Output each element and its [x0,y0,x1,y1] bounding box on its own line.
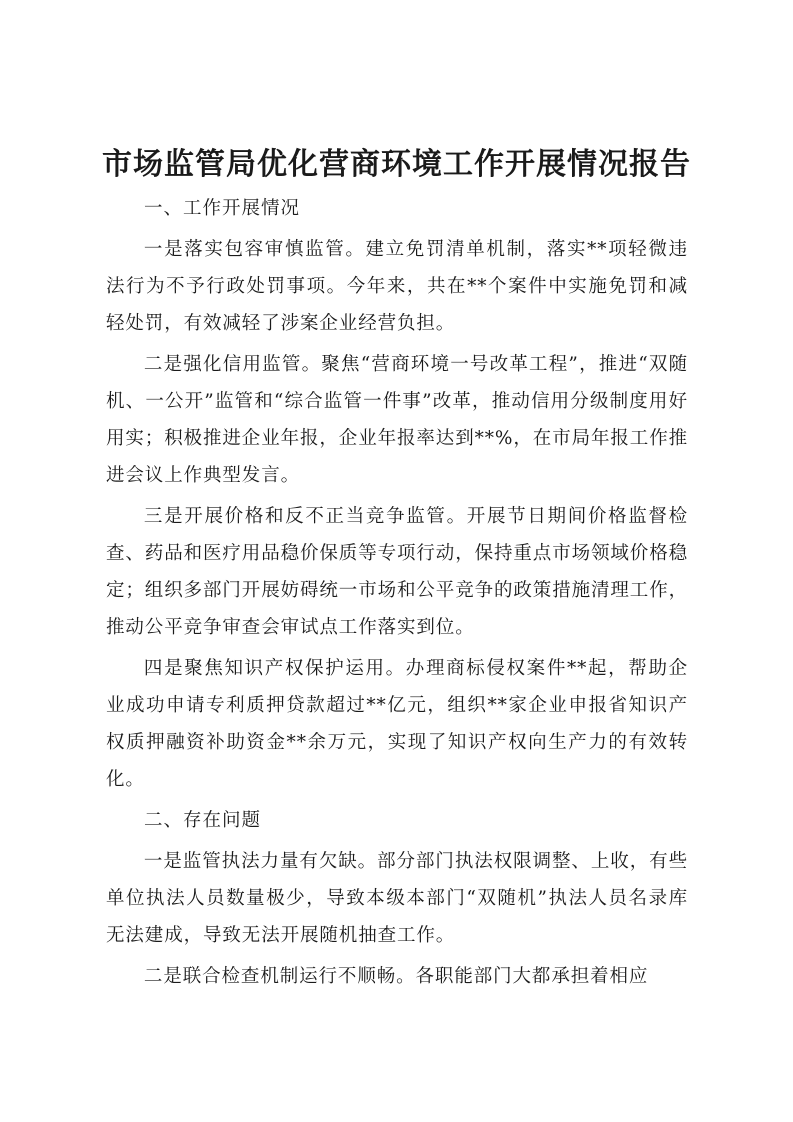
section-heading: 二、存在问题 [144,810,262,831]
paragraph: 三是开展价格和反不正当竞争监管。开展节日期间价格监督检查、药品和医疗用品稳价保质等专项行动，保持重点市场领域价格稳定；组织多部门开展妨碍统一市场和公平竞争的政策措施清理工作，推动公平竞争审查会审试点工作落实到位。 [106,506,689,638]
paragraph: 二是强化信用监管。聚焦“营商环境一号改革工程”，推进“双随机、一公开”监管和“综合监管一件事”改革，推动信用分级制度用好用实；积极推进企业年报，企业年报率达到**%，在市局年报工作推进会议上作典型发言。 [106,354,688,486]
paragraph: 四是聚焦知识产权保护运用。办理商标侵权案件**起，帮助企业成功申请专利质押贷款超过**亿元，组织**家企业申报省知识产权质押融资补助资金**余万元，实现了知识产权向生产力的有效转化。 [106,658,688,790]
paragraph: 二是联合检查机制运行不顺畅。各职能部门大都承担着相应 [143,966,649,987]
section-heading: 一、工作开展情况 [144,198,301,219]
paragraph: 一是落实包容审慎监管。建立免罚清单机制，落实**项轻微违法行为不予行政处罚事项。今年来，共在**个案件中实施免罚和减轻处罚，有效减轻了涉案企业经营负担。 [106,239,688,334]
document-title: 市场监管局优化营商环境工作开展情况报告 [102,147,691,182]
document-body [106,190,688,999]
paragraph: 一是监管执法力量有欠缺。部分部门执法权限调整、上收，有些单位执法人员数量极少，导致本级本部门“双随机”执法人员名录库无法建成，导致无法开展随机抽查工作。 [106,851,688,946]
